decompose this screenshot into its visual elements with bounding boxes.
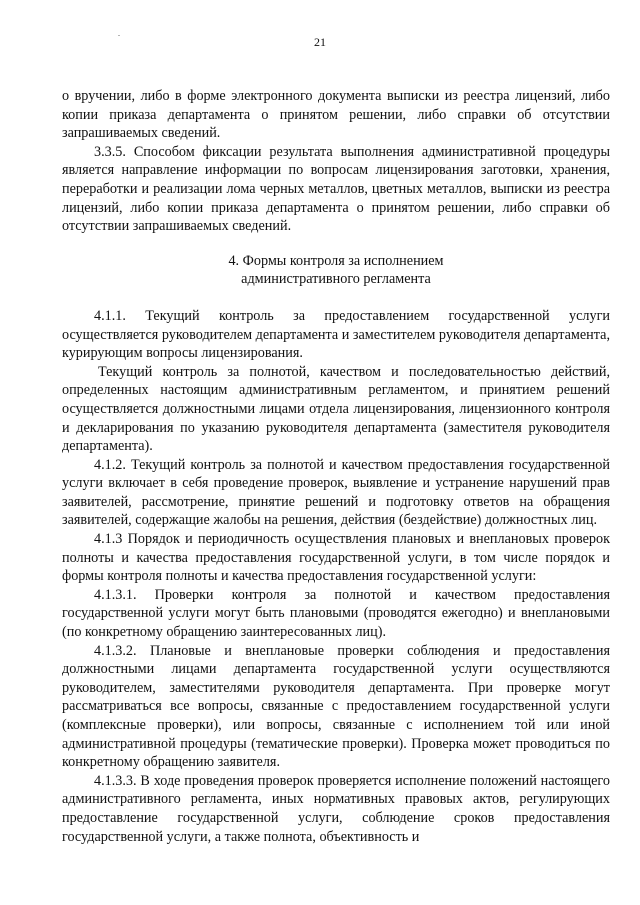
- section-heading: [62, 252, 610, 289]
- document-body: [62, 87, 610, 846]
- paragraph-4-1-2: 4.1.2. Текущий контроль за полнотой и качеством предоставления государственной услуги включает в себя проведение проверок, выявление и устранение нарушений прав заявителей, рассмотрение, принятие решений и подготовку ответов на обращения заявителей, содержащие жалобы на решения, действия (бездействие) должностных лиц.: [62, 456, 610, 529]
- paragraph-4-1-3: 4.1.3 Порядок и периодичность осуществления плановых и внеплановых проверок полноты и качества предоставления государственной услуги, в том числе порядок и формы контроля полноты и качества предоставления государственной услуги:: [62, 531, 610, 585]
- paragraph-4-1-1: 4.1.1. Текущий контроль за предоставлением государственной услуги осуществляется руководителем департамента и заместителем руководителя департамента, курирующим вопросы лицензирования.: [62, 307, 610, 362]
- paragraph-4-1-3-1: 4.1.3.1. Проверки контроля за полнотой и качеством предоставления государственной услуги могут быть плановыми (проводятся ежегодно) и внеплановыми (по конкретному обращению заинтересованных лиц).: [62, 586, 610, 641]
- page-number: 21: [314, 35, 326, 49]
- paragraph-4-1-3-3: 4.1.3.3. В ходе проведения проверок проверяется исполнение положений настоящего административного регламента, иных нормативных правовых актов, регулирующих предоставление государственной услуги, соблюдение сроков предоставления государственной услуги, а также полнота, объективность и: [62, 772, 610, 845]
- paragraph-continuation: о вручении, либо в форме электронного документа выписки из реестра лицензий, либо копии приказа департамента о принятом решении, либо справки об отсутствии запрашиваемых сведений.: [62, 88, 610, 142]
- section-heading-line-1: 4. Формы контроля за исполнением: [228, 252, 444, 269]
- paragraph-current-control: Текущий контроль за полнотой, качеством и последовательностью действий, определенных настоящим административным регламентом, и принятием решений осуществляется должностными лицами отдела лицензирования, лицензионного контроля и декларирования по указанию руководителя департамента (заместителя руководителя департамента).: [62, 363, 610, 455]
- section-heading-line-2: административного регламента: [241, 271, 431, 288]
- paragraph-3-3-5: 3.3.5. Способом фиксации результата выполнения административной процедуры является направление информации по вопросам лицензирования заготовки, хранения, переработки и реализации лома черных металлов, цветных металлов, выписки из реестра лицензий, либо копии приказа департамента о принятом решении, либо справки об отсутствии запрашиваемых сведений.: [62, 143, 610, 235]
- paragraph-4-1-3-2: 4.1.3.2. Плановые и внеплановые проверки соблюдения и предоставления должностными лицами департамента государственной услуги осуществляются руководителем, заместителями руководителя департамента. При проверке могут рассматриваться все вопросы, связанные с предоставлением государственной услуги (комплексные проверки), или вопросы, связанные с исполнением той или иной административной процедуры (тематические проверки). Проверка может проводиться по конкретному обращению заявителя.: [62, 642, 610, 771]
